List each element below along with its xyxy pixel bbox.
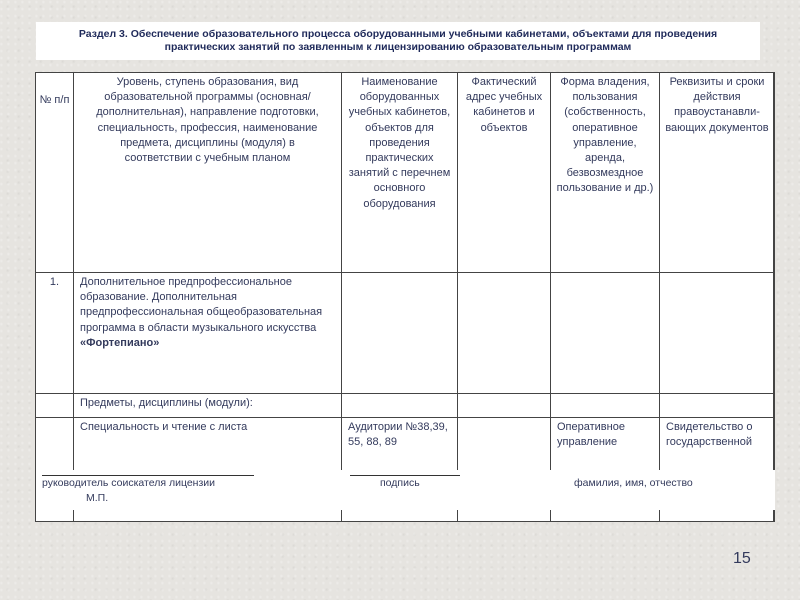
section-title-line2: практических занятий по заявленным к лицензированию образовательным программам bbox=[164, 41, 632, 53]
col-header-ownership: Форма владения, пользования (собственность, оперативное управление, аренда, безвозмездное пользование и др.) bbox=[551, 73, 660, 273]
rooms-list: Аудитории №38,39, 55, 88, 89 bbox=[342, 418, 458, 522]
col-header-docs: Реквизиты и сроки действия правоустанавли-вающих документов bbox=[660, 73, 775, 273]
col-header-level: Уровень, ступень образования, вид образовательной программы (основная/дополнительная), направление подготовки, специальность, профессия, наименование предмета, дисциплины (модуля) в соответствии с учебным планом bbox=[74, 73, 342, 273]
subject-name: Специальность и чтение с листа bbox=[74, 418, 342, 522]
col-header-number: № п/п bbox=[36, 73, 74, 273]
head-label: руководитель соискателя лицензии bbox=[42, 477, 216, 489]
legal-documents: Свидетельство о государственной bbox=[660, 418, 775, 522]
table-row bbox=[36, 273, 775, 394]
table-header-row bbox=[36, 73, 775, 273]
col-header-address: Фактический адрес учебных кабинетов и объектов bbox=[458, 73, 551, 273]
name-label: фамилия, имя, отчество bbox=[574, 477, 693, 489]
row-number: 1. bbox=[36, 273, 74, 394]
sign-line bbox=[350, 475, 460, 476]
ownership-form: Оперативное управление bbox=[551, 418, 660, 522]
col-header-rooms: Наименование оборудованных учебных кабинетов, объектов для проведения практических занятий с перечнем основного оборудования bbox=[342, 73, 458, 273]
sign-label: подпись bbox=[380, 477, 420, 489]
stamp-label: М.П. bbox=[86, 492, 109, 504]
page-number: 15 bbox=[733, 550, 751, 567]
data-table bbox=[35, 72, 775, 522]
program-name: «Фортепиано» bbox=[80, 336, 160, 349]
subjects-heading: Предметы, дисциплины (модули): bbox=[74, 394, 342, 418]
signature-block bbox=[40, 470, 775, 510]
program-description: Дополнительное предпрофессиональное образование. Дополнительная предпрофессиональная общеобразовательная программа в области музыкального искусства «Фортепиано» bbox=[74, 273, 342, 394]
section-title-line1: Раздел 3. Обеспечение образовательного процесса оборудованными учебными кабинетами, объектами для проведения bbox=[78, 28, 718, 40]
section-header bbox=[36, 22, 760, 60]
head-signature-line bbox=[42, 475, 254, 476]
table-row bbox=[36, 394, 775, 418]
